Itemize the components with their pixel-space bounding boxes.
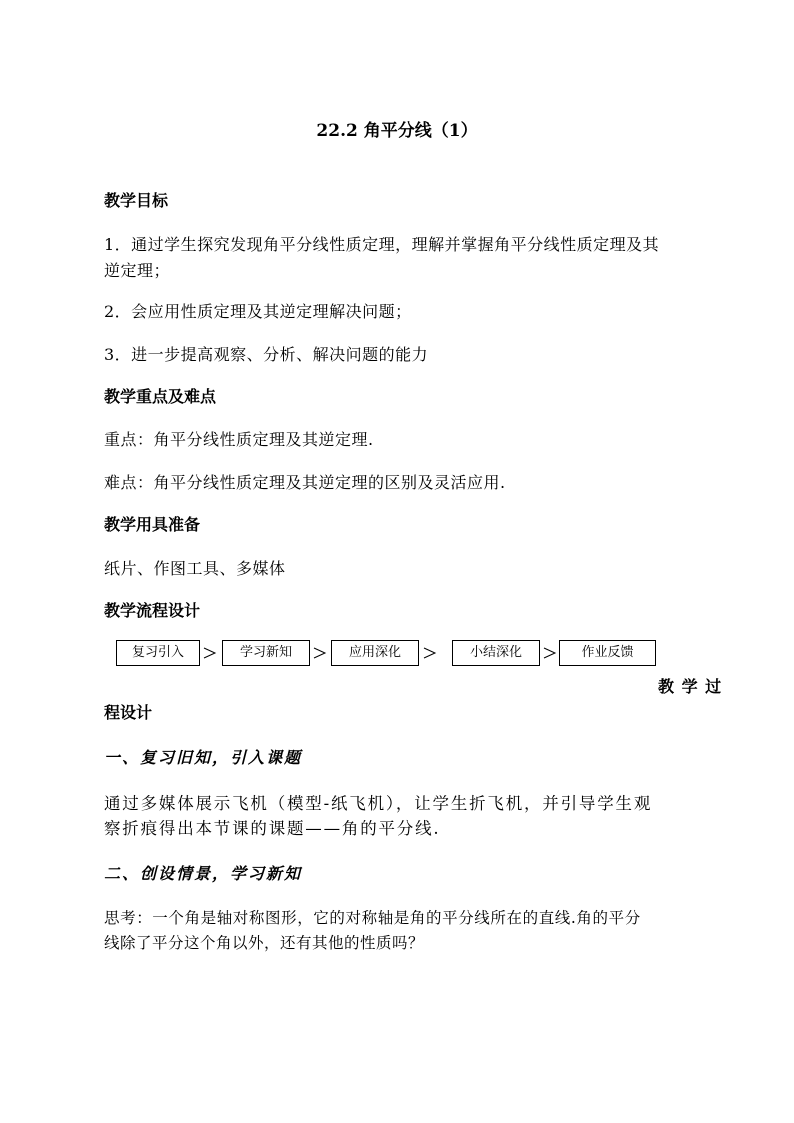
key-heading: 教学重点及难点	[104, 387, 217, 406]
difficult-point: 难点：角平分线性质定理及其逆定理的区别及灵活应用.	[104, 473, 506, 492]
goal-1-line-2: 逆定理；	[104, 261, 171, 280]
key-point: 重点：角平分线性质定理及其逆定理.	[104, 430, 374, 449]
arrow-right-icon	[312, 645, 328, 661]
flow-step-apply: 应用深化	[331, 640, 419, 666]
tools-heading: 教学用具准备	[104, 515, 201, 534]
part-2-heading: 二、创设情景，学习新知	[104, 864, 303, 883]
process-heading-part-1: 教 学 过	[658, 677, 723, 696]
part-1-heading: 一、复习旧知，引入课题	[104, 748, 303, 767]
goals-heading: 教学目标	[104, 191, 169, 210]
arrow-right-icon	[202, 645, 218, 661]
flow-step-review: 复习引入	[116, 640, 200, 666]
arrow-right-icon	[422, 645, 438, 661]
flow-step-summary: 小结深化	[452, 640, 540, 666]
tools-text: 纸片、作图工具、多媒体	[104, 559, 286, 578]
arrow-right-icon	[542, 645, 558, 661]
page-title: 22.2 角平分线（1）	[316, 121, 478, 141]
part-2-line-1: 思考：一个角是轴对称图形，它的对称轴是角的平分线所在的直线.角的平分	[104, 909, 641, 927]
flow-step-homework: 作业反馈	[559, 640, 656, 666]
goal-1-line-1: 1．通过学生探究发现角平分线性质定理，理解并掌握角平分线性质定理及其	[104, 235, 660, 254]
goal-2: 2．会应用性质定理及其逆定理解决问题；	[104, 302, 412, 321]
process-heading-part-2: 程设计	[104, 703, 153, 722]
part-1-line-2: 察折痕得出本节课的课题——角的平分线.	[104, 819, 441, 838]
flow-heading: 教学流程设计	[104, 601, 201, 620]
part-1-line-1: 通过多媒体展示飞机（模型-纸飞机），让学生折飞机，并引导学生观	[104, 794, 653, 813]
flow-step-learn: 学习新知	[222, 640, 310, 666]
goal-3: 3．进一步提高观察、分析、解决问题的能力	[104, 345, 429, 364]
part-2-line-2: 线除了平分这个角以外，还有其他的性质吗？	[104, 934, 425, 952]
flow-diagram	[116, 636, 666, 670]
